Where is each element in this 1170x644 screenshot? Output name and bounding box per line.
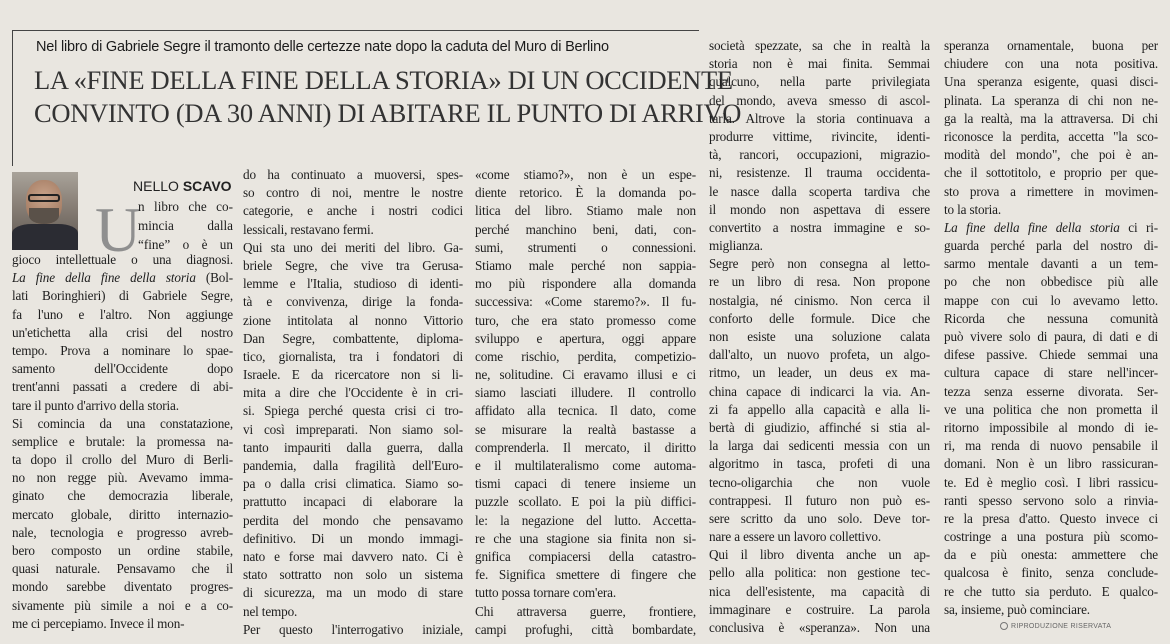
text-line: produrre vittime, rivincite, identi- (709, 128, 930, 144)
text-line: che il sottotitolo, e proprio per que- (944, 165, 1158, 181)
text-line: da e più onesta: ammettere che (944, 547, 1158, 563)
text-line: to la storia. (944, 201, 1002, 217)
headline-line: LA «FINE DELLA FINE DELLA STORIA» DI UN OCCIDENTE (34, 65, 733, 95)
text-line: re che tutto sia perduto. E qualco- (944, 583, 1158, 599)
text-line: lessicali, restavano fermi. (243, 221, 374, 237)
text-line: ne, solitudine. Ci eravamo illusi e ci (475, 367, 696, 383)
text-line: domani. Non è un libro rassicuran- (944, 456, 1158, 472)
text-line: turo, che era stato promesso come (475, 312, 696, 328)
text-line: Si comincia da una constatazione, (12, 415, 233, 431)
text-line: semplice e brutale: la promessa na- (12, 433, 233, 449)
text-line: contrappesi. Il futuro non può es- (709, 492, 930, 508)
text-line: ta dopo il crollo del Muro di Berli- (12, 452, 233, 468)
text-line: Dan Segre, combattente, diploma- (243, 330, 463, 346)
text-line: lati Boringhieri) di Gabriele Segre, (12, 288, 233, 304)
text-line: Chi attraversa guerre, frontiere, (475, 603, 696, 619)
text-line: comprenderla. Il mercato, il diritto (475, 439, 696, 455)
text-line: tarla. Altrove la storia continuava a (709, 110, 930, 126)
column-4 (709, 37, 930, 637)
text-line: società spezzate, sa che in realtà la (709, 38, 930, 53)
text-line: Qui sta uno dei meriti del libro. Ga- (243, 239, 463, 255)
text-line: «come stiamo?», non è un espe- (475, 167, 696, 182)
text-line: dall'alto, un nuovo profeta, un algo- (709, 347, 930, 363)
column-5 (944, 37, 1158, 619)
text-line: storia non è mai finita. Semmai (709, 56, 930, 72)
column-1 (12, 251, 233, 633)
text-line: tà e convivenza, dirige la fonda- (243, 294, 463, 310)
text-line: Per questo l'interrogativo iniziale, (243, 621, 463, 637)
text-line: tismi capaci di tenere insieme un (475, 476, 696, 492)
copyright-icon (1000, 622, 1008, 630)
text-line: campi profughi, città bombardate, (475, 621, 696, 637)
text-line: Qui il libro diventa anche un ap- (709, 547, 930, 563)
text-line: sivamente più simile a noi e a co- (12, 597, 233, 613)
text-line: tare il punto d'arrivo della storia. (12, 397, 179, 413)
text-line: nel tempo. (243, 603, 298, 619)
text-line: un'etichetta alla crisi del nostro (12, 324, 233, 340)
text-line: briele Segre, che vive tra Gerusa- (243, 257, 463, 273)
text-line: sviluppo e apertura, oggi appare (475, 330, 696, 346)
text-line: ri, ma renda di nuovo pensabile il (944, 438, 1158, 454)
text-line: litica del libro. Stiamo male non (475, 203, 696, 219)
text-line: fe. Significa smettere di fingere che (475, 567, 696, 583)
text-line: no non regge più. Avevamo imma- (12, 470, 233, 486)
text-line: mo più rispondere alla domanda (475, 276, 696, 292)
author-photo (12, 172, 78, 250)
text-line: Una speranza esigente, quasi disci- (944, 74, 1158, 90)
text-line: successiva: «Come staremo?». Il fu- (475, 294, 696, 310)
text-line: tico, giornalista, tra i fondatori di (243, 348, 463, 364)
text-line: zione intitolata al nonno Vittorio (243, 312, 463, 328)
text-line: il mondo non aspettava di essere (709, 201, 930, 217)
text-line: Stiamo male perché non sappia- (475, 257, 696, 273)
text-line: lemme e l'Italia, studioso di identi- (243, 276, 463, 292)
text-line: come rischio, perdita, competizio- (475, 348, 696, 364)
text-line: e il multilateralismo come automa- (475, 458, 696, 473)
text-line: nare a essere un lavoro collettivo. (709, 529, 881, 545)
copyright-notice (1000, 622, 1111, 630)
text-line: nica dell'esistente, ma capacità di (709, 583, 930, 599)
text-line: nato e forse mai davvero nato. Ci è (243, 548, 463, 564)
text-line: so contro di noi, mentre le nostre (243, 185, 463, 201)
text-line: cultura capace di stare nell'incer- (944, 365, 1158, 381)
byline (133, 178, 232, 194)
text-line: stato sottratto non solo un sistema (243, 567, 463, 583)
text-line: re che una stagione sia finita non si- (475, 530, 696, 546)
text-line: del mondo, aveva smesso di ascol- (709, 92, 930, 108)
text-line: pandemia, dalla fragilità dell'Euro- (243, 458, 463, 473)
text-line: vi così impreparati. Non siamo sol- (243, 421, 463, 437)
text-line: mappe con cui lo avevamo letto. (944, 292, 1158, 308)
text-line: Israele. E da ricercatore non si li- (243, 367, 463, 383)
text-line: mondo sarebbe diventato progres- (12, 579, 233, 595)
text-line: perché manchino beni, dati, con- (475, 221, 696, 237)
text-line: bero composto un ordine stabile, (12, 543, 233, 558)
text-line: n libro che co- (138, 199, 233, 214)
text-line: convertito a nostra immagine e so- (709, 219, 930, 235)
text-line: gnifica compiacersi della catastro- (475, 548, 696, 564)
text-line: sere scritto da uno solo. Deve tor- (709, 510, 930, 526)
text-line: perdita del mondo che pensavamo (243, 512, 463, 528)
text-line: “fine” o è un (138, 236, 233, 252)
text-line: zi fa appello alla capacità e alla li- (709, 401, 930, 417)
text-line: puzzle scollato. E poi la più diffici- (475, 494, 696, 510)
text-line: samento dell'Occidente dopo (12, 361, 233, 377)
text-line: te. Ed è meglio così. I libri rassicu- (944, 474, 1158, 490)
text-line: ga la realtà, ma la attraversa. Di chi (944, 110, 1158, 126)
text-line: può vivere solo di paura, di dati e di (944, 329, 1158, 344)
text-line: tezza senza esserne divorata. Ser- (944, 383, 1158, 399)
text-line: categorie, e anche i nostri codici (243, 203, 463, 219)
text-line: tempo. Prova a nominare lo spae- (12, 342, 233, 358)
headline-line: CONVINTO (DA 30 ANNI) DI ABITARE IL PUNTO DI ARRIVO (34, 98, 742, 128)
text-line: nale, tecnologia e progresso avreb- (12, 524, 233, 540)
column-1-top (138, 198, 233, 254)
headline (34, 64, 742, 130)
text-line: modità del mondo", che poi è an- (944, 147, 1158, 163)
text-line: ranti spesso servono solo a rinvia- (944, 492, 1158, 508)
text-line: po che non obbedisce più alle (944, 274, 1158, 290)
text-line: qualcosa è finito, senza conclude- (944, 565, 1158, 581)
text-line: mincia dalla (138, 217, 233, 233)
text-line: affidato alla tecnica. Il dato, come (475, 403, 696, 419)
drop-cap: U (95, 194, 142, 265)
text-line: immaginare e costruire. La parola (709, 601, 930, 617)
text-line: sarmo mentale davanti a un tem- (944, 256, 1158, 272)
text-line: Segre però non consegna al letto- (709, 256, 930, 272)
text-line: La fine della fine della storia (Bol- (12, 270, 233, 286)
text-line: definitivo. Di un mondo immagi- (243, 530, 463, 546)
column-2 (243, 166, 463, 639)
text-line: chiudere con una nota positiva. (944, 56, 1158, 72)
text-line: ve una politica che non prometta il (944, 401, 1158, 417)
text-line: sa, insieme, può cominciare. (944, 601, 1090, 617)
text-line: pa o dalla crisi climatica. Siamo so- (243, 476, 463, 492)
text-line: difese passive. Chiede semmai una (944, 347, 1158, 363)
text-line: Ricorda che nessuna comunità (944, 310, 1158, 326)
text-line: costringe a una postura più scomo- (944, 529, 1158, 545)
text-line: sto prova a rimettere in movimen- (944, 183, 1158, 199)
text-line: plinata. La speranza di chi non ne- (944, 92, 1158, 108)
text-line: nostalgia, né cinismo. Non cerca il (709, 292, 930, 308)
text-line: speranza ornamentale, buona per (944, 38, 1158, 53)
text-line: china capace di indicarci la via. An- (709, 383, 930, 399)
text-line: gioco intellettuale o una diagnosi. (12, 252, 233, 267)
byline-first-name: NELLO (133, 178, 179, 194)
text-line: tutto possa tornare com'era. (475, 585, 616, 601)
text-line: conclusiva è «speranza». Non una (709, 620, 930, 635)
text-line: non esiste una soluzione calata (709, 329, 930, 344)
text-line: si. Spiega perché questa crisi ci tro- (243, 403, 463, 419)
text-line: sumi, strumenti o connessioni. (475, 239, 696, 255)
text-line: conforto delle formule. Dice che (709, 310, 930, 326)
text-line: tanto impauriti dalla guerra, dalla (243, 439, 463, 455)
text-line: bertà di giudizio, affinché si stia al- (709, 419, 930, 435)
text-line: fa l'uno e l'altro. Non aggiunge (12, 306, 233, 322)
kicker: Nel libro di Gabriele Segre il tramonto delle certezze nate dopo la caduta del Muro di Berlino (36, 39, 609, 55)
text-line: ritmo, un leader, un deus ex ma- (709, 365, 930, 381)
text-line: prattutto incapaci di elaborare la (243, 494, 463, 510)
text-line: riconosce la perdita, accetta "la sco- (944, 128, 1158, 144)
text-line: mita a dire che l'Occidente è in cri- (243, 385, 463, 401)
text-line: siamo lasciati illudere. Il controllo (475, 385, 696, 401)
text-line: quasi naturale. Pensavamo che il (12, 561, 233, 577)
text-line: le: la negazione del lutto. Accetta- (475, 512, 696, 528)
text-line: ni, resistenze. Il trauma occidenta- (709, 165, 930, 181)
text-line: algoritmo in tasca, profeti di una (709, 456, 930, 472)
text-line: qualcuno, nella parte privilegiata (709, 74, 930, 90)
text-line: se misurare la realtà bastasse a (475, 421, 696, 437)
text-line: la larga dai sedicenti messia con un (709, 438, 930, 454)
text-line: La fine della fine della storia ci ri- (944, 219, 1158, 235)
text-line: tà, rancori, occupazioni, migrazio- (709, 147, 930, 163)
text-line: mercato globale, diritto internazio- (12, 506, 233, 522)
text-line: re la presa d'atto. Questo invece ci (944, 510, 1158, 526)
text-line: trent'anni passati a credere di abi- (12, 379, 233, 395)
text-line: ritorno impossibile al mondo di ie- (944, 419, 1158, 435)
text-line: ginato che democrazia liberale, (12, 488, 233, 504)
text-line: le nasce dalla scoperta tardiva che (709, 183, 930, 199)
text-line: guarda perché parla del nostro di- (944, 238, 1158, 254)
copyright-text: RIPRODUZIONE RISERVATA (1011, 622, 1112, 630)
text-line: do ha continuato a muoversi, spes- (243, 167, 463, 182)
byline-last-name: SCAVO (182, 178, 232, 194)
text-line: me ci percepiamo. Invece il mon- (12, 615, 185, 631)
text-line: pello alla politica: non gestione tec- (709, 565, 930, 581)
text-line: di sicurezza, ma un modo di stare (243, 585, 463, 601)
text-line: diente retorico. È la domanda po- (475, 185, 696, 201)
column-3 (475, 166, 696, 639)
text-line: re un libro di resa. Non propone (709, 274, 930, 290)
text-line: tecno-oligarchia che non vuole (709, 474, 930, 490)
text-line: miglianza. (709, 238, 763, 254)
